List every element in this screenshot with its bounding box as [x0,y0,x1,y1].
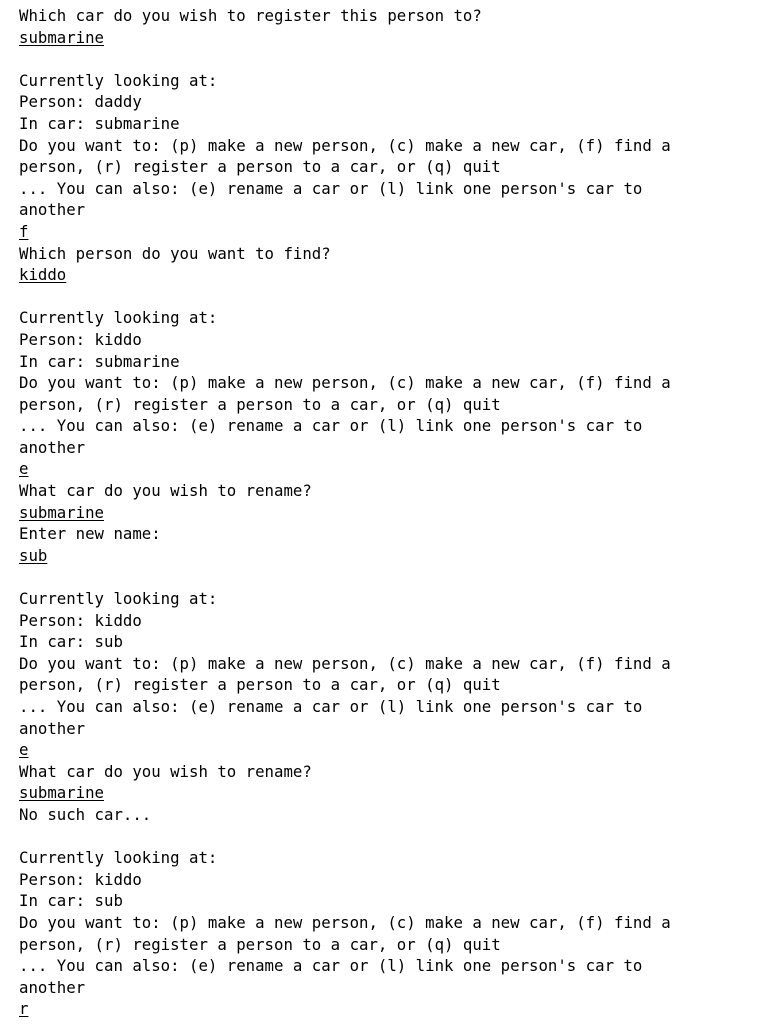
terminal-output-line: Which car do you wish to register this person to? [19,6,482,25]
terminal-output-line: In car: sub [19,632,123,652]
terminal-output-line: Do you want to: (p) make a new person, (c) make a new car, (f) find a [19,373,671,393]
terminal-output-line: Enter new name: [19,524,161,544]
user-input-text: e [19,740,29,760]
terminal-output-line: Person: daddy [19,92,142,112]
terminal-output-line: In car: submarine [19,113,180,133]
terminal-output-line: Do you want to: (p) make a new person, (c) make a new car, (f) find a [19,912,671,932]
terminal-output-line: person, (r) register a person to a car, or (q) quit [19,934,501,954]
terminal-output-line: Person: kiddo [19,869,142,889]
terminal-input-line [19,27,779,49]
terminal-output-line: In car: submarine [19,351,180,371]
terminal-input-line [19,264,779,286]
terminal-output-line: Currently looking at: [19,589,218,609]
terminal-input-line [19,458,779,480]
terminal-input-line [19,998,779,1020]
terminal-output-line: ... You can also: (e) rename a car or (l) link one person's car to [19,178,643,198]
terminal-blank-line [19,286,779,308]
user-input-text: submarine [19,502,105,522]
terminal-input-line [19,502,779,524]
terminal-output-line: In car: sub [19,891,123,911]
terminal-input-line [19,782,779,804]
terminal-output-line: Person: kiddo [19,329,142,349]
terminal-input-line [19,545,779,567]
terminal-output-line: another [19,437,86,457]
user-input-text: f [19,221,29,241]
user-input-text: sub [19,545,48,565]
terminal-output-line: person, (r) register a person to a car, or (q) quit [19,675,501,695]
terminal-blank-line [19,48,779,70]
user-input-text: e [19,459,29,479]
terminal-output-line: Do you want to: (p) make a new person, (c) make a new car, (f) find a [19,135,671,155]
terminal-output-line: Which person do you want to find? [19,243,331,263]
terminal-output-line: Do you want to: (p) make a new person, (c) make a new car, (f) find a [19,653,671,673]
terminal-input-line [19,739,779,761]
terminal-output-line: another [19,718,86,738]
terminal-blank-line [19,826,779,848]
terminal-output-line: person, (r) register a person to a car, or (q) quit [19,394,501,414]
user-input-text: submarine [19,27,105,47]
terminal-output-line: Currently looking at: [19,70,218,90]
terminal-output-line: Currently looking at: [19,848,218,868]
terminal-output-line: What car do you wish to rename? [19,761,312,781]
terminal-output-line: What car do you wish to rename? [19,481,312,501]
terminal-input-line [19,221,779,243]
terminal-output-line: No such car... [19,804,152,824]
terminal-blank-line [19,566,779,588]
terminal-output-line: person, (r) register a person to a car, or (q) quit [19,157,501,177]
user-input-text: r [19,999,29,1019]
terminal-output-line: another [19,977,86,997]
terminal-output-line: ... You can also: (e) rename a car or (l) link one person's car to [19,697,643,716]
terminal-output-line: ... You can also: (e) rename a car or (l) link one person's car to [19,416,643,436]
user-input-text: kiddo [19,265,67,285]
terminal-output-line: another [19,200,86,220]
user-input-text: submarine [19,783,105,803]
terminal-output-line: ... You can also: (e) rename a car or (l) link one person's car to [19,956,643,976]
terminal-output-line: Person: kiddo [19,610,142,630]
terminal-output-line: Currently looking at: [19,308,218,328]
terminal-output[interactable] [19,5,779,1020]
